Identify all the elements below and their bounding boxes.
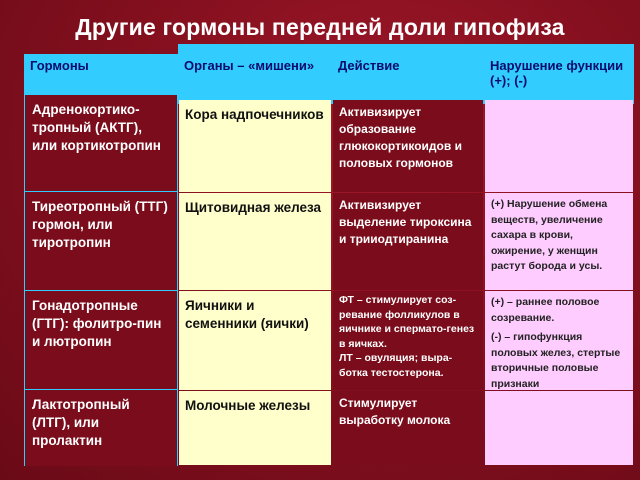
disorder-gth-minus: (-) – гипофункция половых желез, стертые вторичные половые признаки [491, 331, 621, 390]
disorder-prolactin [485, 391, 633, 465]
action-tsh: Активизирует выделение тироксина и трииодтиранина [333, 193, 483, 290]
action-gth [333, 291, 483, 390]
target-gonads: Яичники и семенники (яички) [179, 291, 331, 390]
disorder-gth [485, 291, 633, 390]
target-adrenal: Кора надпочечников [179, 100, 331, 192]
target-thyroid: Щитовидная железа [179, 193, 331, 290]
header-hormones: Гормоны [30, 58, 89, 73]
action-acth: Активизирует образование глюкокортикоидов и половых гормонов [333, 100, 483, 192]
disorder-acth [485, 100, 633, 192]
disorder-tsh: (+) Нарушение обмена веществ, увеличение сахара в крови, ожирение, у женщин растут борода и усы. [485, 193, 633, 290]
disorder-gth-plus: (+) – раннее половое созревание. [491, 296, 600, 324]
target-mammary: Молочные железы [179, 391, 331, 465]
hormone-tsh: Тиреотропный (ТТГ) гормон, или тиротропин [25, 192, 177, 290]
header-action: Действие [338, 58, 400, 73]
action-lh: ЛТ – овуляция; выра-ботка тестостерона. [339, 352, 453, 379]
action-fsh: ФТ – стимулирует соз-ревание фолликулов в яичнике и спермато-генез в яичках. [339, 294, 475, 350]
hormone-prolactin: Лактотропный (ЛТГ), или пролактин [25, 390, 177, 466]
page-title: Другие гормоны передней доли гипофиза [75, 14, 565, 40]
header-targets: Органы – «мишени» [184, 58, 315, 73]
hormone-gth: Гонадотропные (ГТГ): фолитро-пин и лютропин [25, 291, 177, 389]
hormone-acth: Адренокортико-тропный (АКТГ), или кортикотропин [25, 95, 177, 191]
action-prolactin: Стимулирует выработку молока [333, 391, 483, 465]
header-disorder: Нарушение функции (+); (-) [490, 58, 624, 88]
